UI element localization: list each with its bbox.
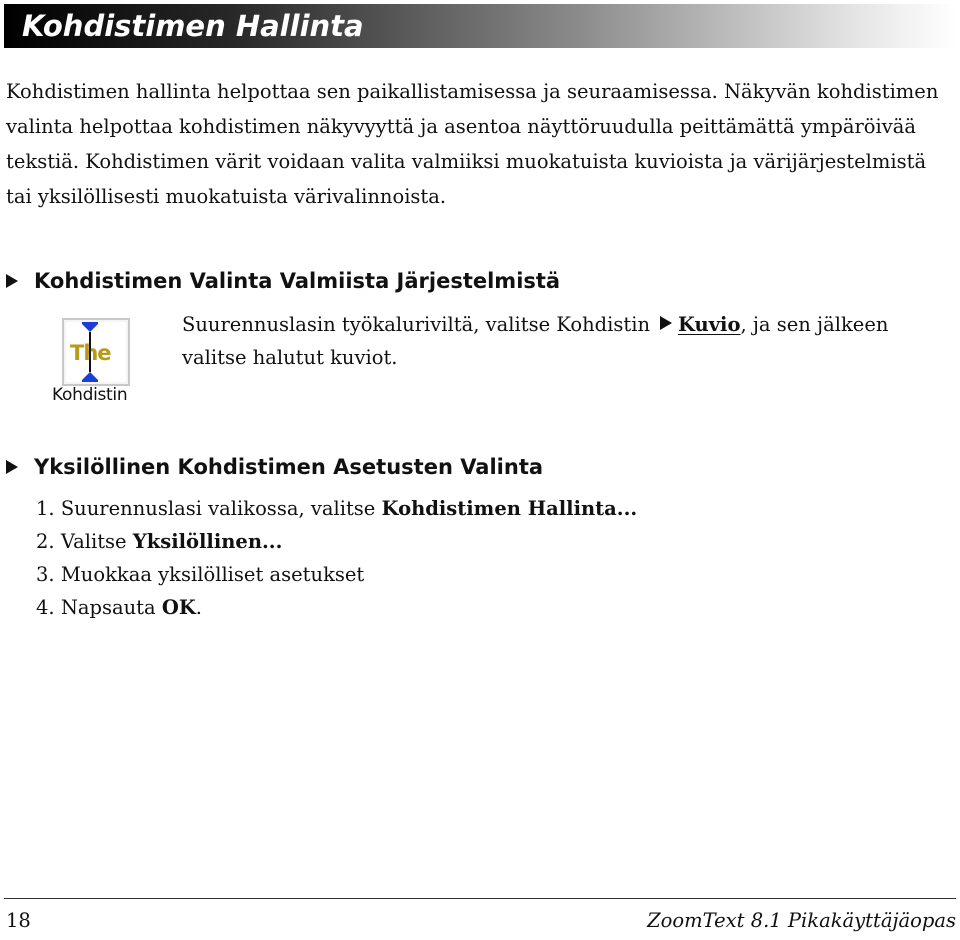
cursor-tool-icon (62, 318, 130, 386)
triangle-bullet-icon (6, 274, 18, 288)
triangle-bullet-icon (6, 460, 18, 474)
section-heading-preset (6, 266, 560, 296)
footer-document-title: ZoomText 8.1 Pikakäyttäjäopas (647, 909, 956, 932)
page-title: Kohdistimen Hallinta (22, 9, 364, 43)
section-heading-text: Kohdistimen Valinta Valmiista Järjestelmistä (34, 269, 561, 293)
step-number: 3. (36, 563, 55, 586)
section1-body-part2: , ja sen jälkeen valitse halutut kuviot. (182, 313, 889, 369)
section1-body (182, 308, 952, 374)
step-number: 2. (36, 530, 55, 553)
list-item (36, 525, 637, 558)
step-text: Muokkaa yksilölliset asetukset (60, 563, 365, 586)
step-bold: Yksilöllinen... (132, 530, 283, 553)
title-bar (4, 4, 956, 48)
section1-body-part1: Suurennuslasin työkaluriviltä, valitse Kohdistin (182, 313, 651, 336)
step-text: Valitse (60, 530, 133, 553)
step-number: 4. (36, 596, 55, 619)
step-number: 1. (36, 497, 55, 520)
menu-arrow-icon (660, 316, 672, 330)
steps-list (36, 492, 637, 624)
footer-divider (4, 898, 956, 899)
intro-paragraph: Kohdistimen hallinta helpottaa sen paikallistamisessa ja seuraamisessa. Näkyvän kohdistimen valinta helpottaa kohdistimen näkyvyyttä ja asentoa näyttöruudulla peittämättä ympäröivää tekstiä. Kohdistimen värit voidaan valita valmiiksi muokatuista kuvioista ja värijärjestelmistä tai yksilöllisesti muokatuista värivalinnoista. (6, 80, 939, 208)
list-item (36, 492, 637, 525)
kuvio-menu-item: Kuvio (678, 313, 741, 336)
cursor-sample-text: The (70, 341, 111, 365)
cursor-tool-label: Kohdistin (52, 385, 128, 405)
step-text: Suurennuslasi valikossa, valitse (60, 497, 382, 520)
section-heading-custom (6, 452, 543, 482)
step-bold: Kohdistimen Hallinta... (381, 497, 638, 520)
list-item (36, 558, 637, 591)
section-heading-text: Yksilöllinen Kohdistimen Asetusten Valinta (34, 455, 544, 479)
page-number: 18 (6, 909, 31, 932)
step-text: Napsauta (60, 596, 162, 619)
list-item (36, 591, 637, 624)
step-bold: OK (161, 596, 196, 619)
step-after: . (195, 596, 202, 619)
